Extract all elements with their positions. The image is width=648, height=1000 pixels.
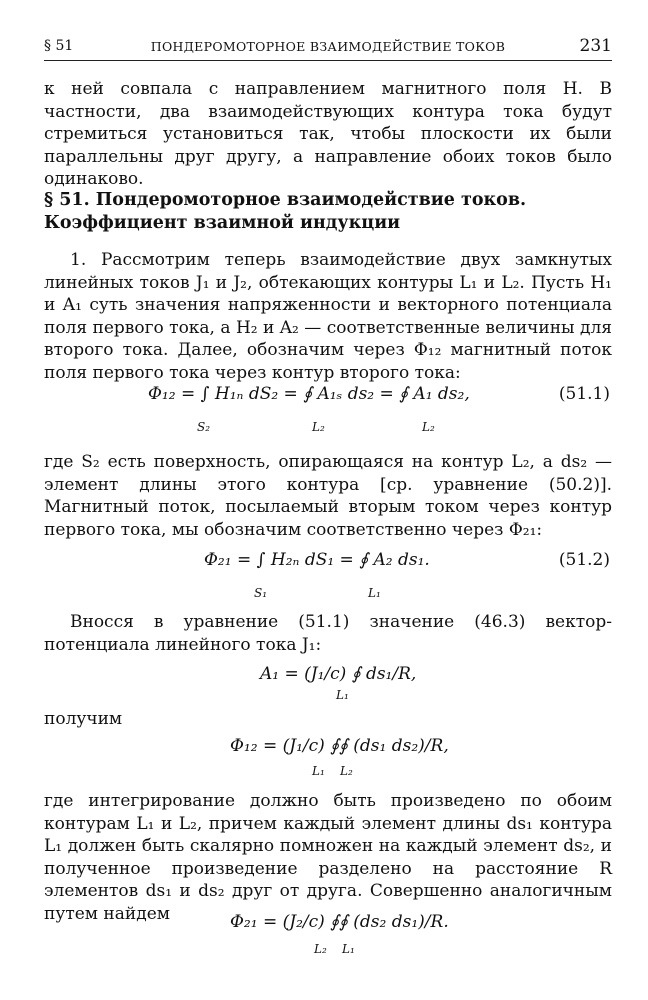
equation-number-51-2: (51.2) — [558, 550, 610, 570]
equation-a1 — [44, 664, 612, 708]
eq1-limit-1: S₂ — [197, 420, 211, 434]
paragraph-1: 1. Рассмотрим теперь взаимодействие двух замкнутых линейных токов J₁ и J₂, обтекающих контуры L₁ и L₂. Пусть H₁ и A₁ суть значения напряженности и векторного потенциала поля первого тока, а H₂ и A₂ — соответственные величины для второго тока. Далее, обозначим через Φ₁₂ магнитный поток поля первого тока через контур второго тока: — [44, 250, 612, 383]
page-number: 231 — [579, 36, 612, 56]
paragraph-2: где S₂ есть поверхность, опирающаяся на контур L₂, а ds₂ — элемент длины этого контура [ср. уравнение (50.2)]. Магнитный поток, посылаемый вторым током через контур первого тока, мы обозначим соответственно через Φ₂₁: — [44, 452, 612, 540]
intro-paragraph: к ней совпала с направлением магнитного поля H. В частности, два взаимодействующих контура тока будут стремиться установиться так, чтобы плоскости их были параллельны друг другу, а направление обоих токов было одинаково. — [44, 79, 612, 189]
eq1-limit-2: L₂ — [312, 420, 325, 434]
eq3-limit-1: L₁ — [336, 688, 349, 702]
eq4-limit-1: L₁ — [312, 764, 325, 778]
running-header — [44, 34, 612, 61]
header-title: ПОНДЕРОМОТОРНОЕ ВЗАИМОДЕЙСТВИЕ ТОКОВ — [150, 39, 506, 54]
paragraph-4: получим — [44, 709, 123, 729]
equation-51-1 — [44, 384, 612, 436]
equation-51-1-body: Φ₁₂ = ∫ H₁ₙ dS₂ = ∮ A₁ₛ ds₂ = ∮ A₁ ds₂, — [148, 384, 470, 404]
eq5-limit-2: L₁ — [342, 942, 355, 956]
equation-51-2-body: Φ₂₁ = ∫ H₂ₙ dS₁ = ∮ A₂ ds₁. — [204, 550, 430, 570]
equation-phi12-double — [44, 736, 612, 786]
equation-phi21-double — [44, 912, 612, 962]
eq1-limit-3: L₂ — [422, 420, 435, 434]
equation-a1-body: A₁ = (J₁/c) ∮ ds₁/R, — [260, 664, 417, 684]
header-section: § 51 — [44, 38, 74, 54]
section-heading — [44, 189, 612, 235]
paragraph-3: Вносся в уравнение (51.1) значение (46.3) вектор-потенциала линейного тока J₁: — [44, 612, 612, 655]
eq2-limit-1: S₁ — [254, 586, 268, 600]
equation-number-51-1: (51.1) — [558, 384, 610, 404]
heading-line-1: § 51. Пондеромоторное взаимодействие токов. — [44, 190, 527, 210]
eq5-limit-1: L₂ — [314, 942, 327, 956]
heading-line-2: Коэффициент взаимной индукции — [44, 213, 401, 233]
eq4-limit-2: L₂ — [340, 764, 353, 778]
eq2-limit-2: L₁ — [368, 586, 381, 600]
book-page — [44, 0, 612, 1000]
equation-phi21-body: Φ₂₁ = (J₂/c) ∮∮ (ds₂ ds₁)/R. — [230, 912, 449, 932]
equation-phi12-body: Φ₁₂ = (J₁/c) ∮∮ (ds₁ ds₂)/R, — [230, 736, 449, 756]
equation-51-2 — [44, 550, 612, 602]
paragraph-5: где интегрирование должно быть произведено по обоим контурам L₁ и L₂, причем каждый элемент длины ds₁ контура L₁ должен быть скалярно помножен на каждый элемент ds₂, и полученное произведение разделено на расстояние R элементов ds₁ и ds₂ друг от друга. Совершенно аналогичным путем найдем — [44, 791, 612, 924]
